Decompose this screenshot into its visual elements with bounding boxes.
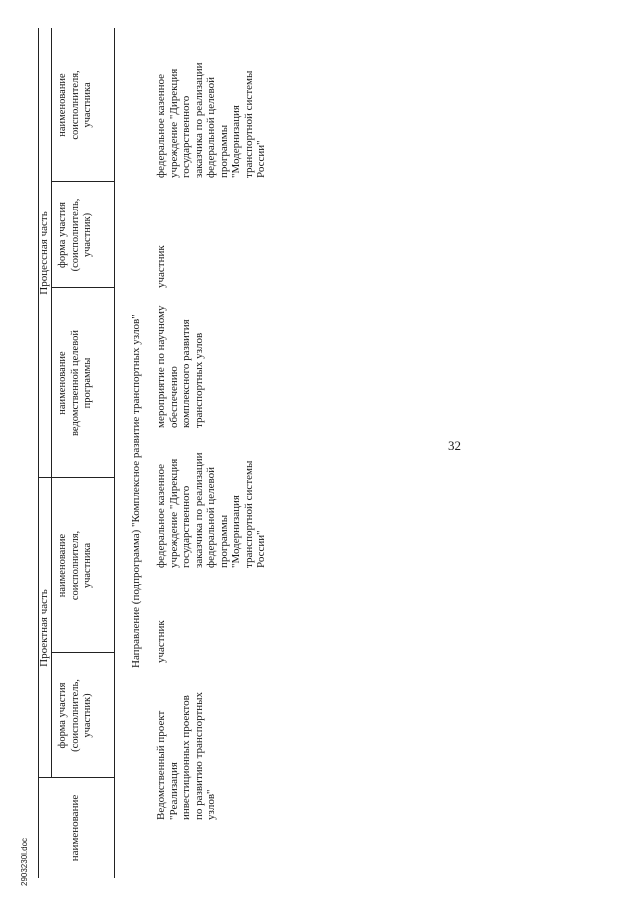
direction-title: Направление (подпрограмма) "Комплексное развитие транспортных узлов": [130, 314, 142, 668]
header-project-form: форма участия (соисполнитель, участник): [57, 679, 93, 752]
header-process-form: форма участия (соисполнитель, участник): [57, 198, 93, 272]
row-name: Ведомственный проект "Реализация инвестиционных проектов по развитию транспортных узлов": [155, 691, 217, 820]
header-process-program: наименование ведомственной целевой программы: [57, 330, 93, 436]
row-process-coexec: федеральное казенное учреждение "Дирекция государственного заказчика по реализации федеральной целевой программы "Модернизация транспортной системы России": [155, 62, 267, 178]
rule-group: [51, 28, 52, 778]
footer-code: 2903230l.doc: [20, 837, 29, 886]
header-project-coexec: наименование соисполнителя, участника: [57, 530, 93, 601]
header-process: Процессная часть: [38, 211, 50, 295]
header-name: наименование: [69, 794, 81, 862]
header-process-coexec: наименование соисполнителя, участника: [57, 70, 93, 140]
row-project-coexec: федеральное казенное учреждение "Дирекция государственного заказчика по реализации федеральной целевой программы "Модернизация транспортной системы России": [155, 452, 267, 568]
row-program: мероприятие по научному обеспечению комплексного развития транспортных узлов: [155, 305, 205, 428]
header-project: Проектная часть: [38, 589, 50, 667]
rotated-table: [38, 28, 612, 878]
rule-header-bottom: [114, 28, 115, 878]
page-number: 32: [448, 438, 461, 453]
row-project-form: участник: [155, 620, 167, 663]
row-process-form: участник: [155, 245, 167, 288]
